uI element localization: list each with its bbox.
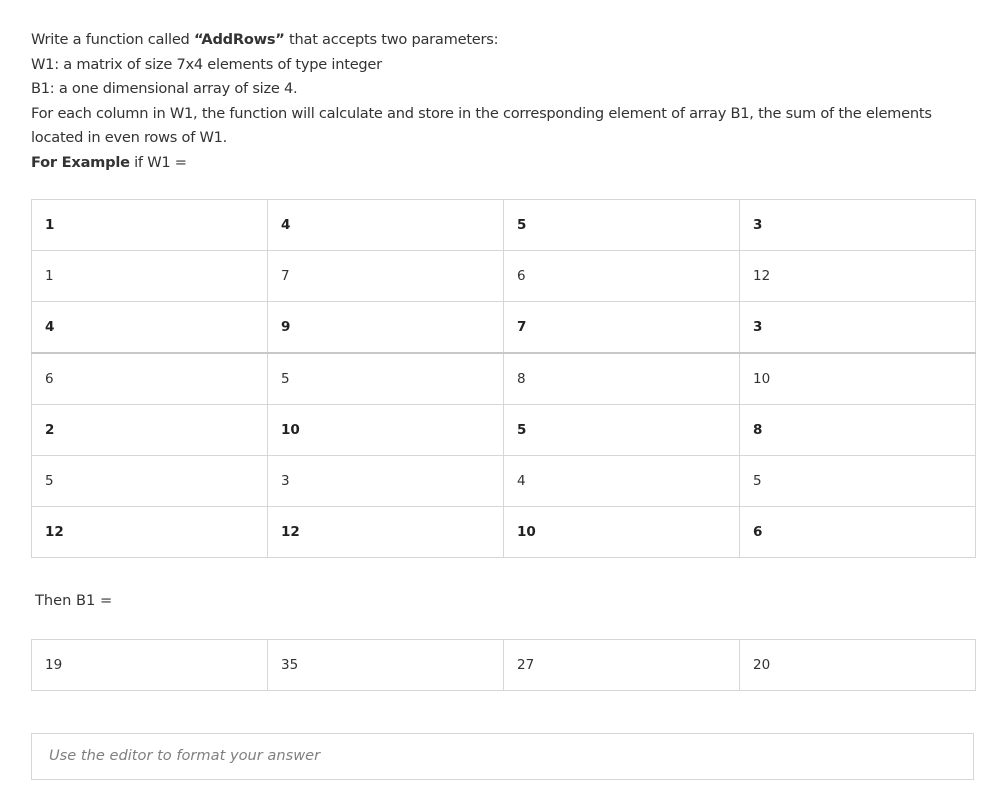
table-cell: 10	[504, 507, 740, 558]
table-cell: 27	[504, 640, 740, 691]
param-w1-description: W1: a matrix of size 7x4 elements of type integer	[31, 55, 382, 73]
function-intro-text: Write a function called	[31, 31, 194, 48]
table-cell: 3	[740, 200, 976, 251]
task-description: For each column in W1, the function will calculate and store in the corresponding element of array B1, the sum of the elements located in even rows of W1.	[31, 104, 932, 147]
table-cell: 8	[504, 353, 740, 405]
table-cell: 4	[32, 302, 268, 354]
table-cell: 3	[268, 456, 504, 507]
param-b1-description: B1: a one dimensional array of size 4.	[31, 80, 298, 98]
table-cell: 8	[740, 405, 976, 456]
function-name: “AddRows”	[193, 31, 285, 48]
table-cell: 4	[268, 200, 504, 251]
table-row	[32, 456, 976, 507]
table-cell: 6	[740, 507, 976, 558]
table-row	[32, 200, 976, 251]
table-cell: 20	[740, 640, 976, 691]
answer-editor[interactable]	[31, 733, 974, 780]
table-cell: 9	[268, 302, 504, 354]
example-w1-label: if W1 =	[129, 153, 187, 171]
table-cell: 7	[504, 302, 740, 354]
then-b1-label: Then B1 =	[35, 592, 113, 609]
table-cell: 10	[268, 405, 504, 456]
table-cell: 35	[268, 640, 504, 691]
w1-matrix-table	[31, 199, 976, 558]
b1-array-table	[31, 639, 976, 691]
table-cell: 12	[740, 251, 976, 302]
table-row	[32, 302, 976, 354]
table-cell: 5	[504, 405, 740, 456]
table-cell: 6	[504, 251, 740, 302]
question-text	[31, 28, 961, 176]
table-row	[32, 251, 976, 302]
table-cell: 1	[32, 200, 268, 251]
table-cell: 19	[32, 640, 268, 691]
table-cell: 5	[32, 456, 268, 507]
question-line-1	[31, 28, 961, 53]
table-cell: 7	[268, 251, 504, 302]
table-row	[32, 405, 976, 456]
parameters-intro-text: that accepts two parameters:	[284, 31, 499, 48]
table-cell: 12	[32, 507, 268, 558]
table-cell: 6	[32, 353, 268, 405]
example-line	[31, 151, 961, 176]
table-row	[32, 507, 976, 558]
table-cell: 12	[268, 507, 504, 558]
example-label: For Example	[31, 153, 130, 171]
table-cell: 3	[740, 302, 976, 354]
table-cell: 5	[504, 200, 740, 251]
table-cell: 2	[32, 405, 268, 456]
table-cell: 1	[32, 251, 268, 302]
table-cell: 5	[268, 353, 504, 405]
answer-input[interactable]	[32, 734, 973, 779]
table-cell: 10	[740, 353, 976, 405]
table-row	[32, 353, 976, 405]
table-cell: 5	[740, 456, 976, 507]
table-row	[32, 640, 976, 691]
table-cell: 4	[504, 456, 740, 507]
